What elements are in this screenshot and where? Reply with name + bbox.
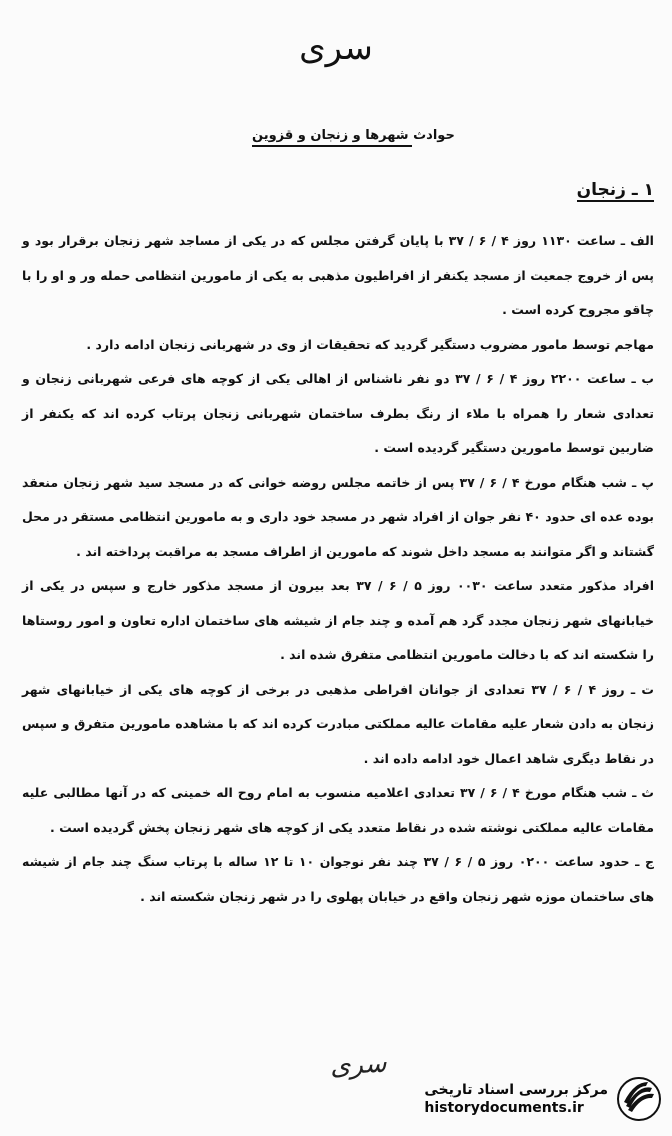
watermark[interactable] xyxy=(424,1076,662,1122)
section-heading-text: ۱ ـ زنجان xyxy=(576,180,654,200)
document-title: حوادث شهرها و زنجان و قزوین xyxy=(252,128,412,147)
paragraph-te: ت ـ روز ۴ / ۶ / ۳۷ تعدادی از جوانان افراطی مذهبی در برخی از کوچه های یکی از خیابانهای شهر زنجان به دادن شعار علیه مقامات عالیه مملکتی مبادرت کرده اند که با مشاهده مامورین متفرق و سپس در نقاط دیگری شاهد اعمال خود ادامه داده اند . xyxy=(22,681,654,766)
classification-stamp: سری xyxy=(299,28,373,68)
paragraph-alef-cont: مهاجم توسط مامور مضروب دستگیر گردید که تحقیقات از وی در شهربانی زنجان ادامه دارد . xyxy=(86,336,654,352)
watermark-name: مرکز بررسی اسناد تاریخی xyxy=(424,1082,608,1098)
watermark-url[interactable]: historydocuments.ir xyxy=(424,1100,584,1116)
watermark-text xyxy=(424,1081,608,1117)
handwritten-signature: سری xyxy=(329,1048,388,1082)
document-body xyxy=(22,224,654,914)
book-pages-icon xyxy=(616,1076,662,1122)
paragraph-alef: الف ـ ساعت ۱۱۳۰ روز ۴ / ۶ / ۳۷ با پایان گرفتن مجلس که در یکی از مساجد شهر زنجان برقرار بود و پس از خروج جمعیت از مسجد یکنفر از افراطیون مذهبی به یکی از مامورین انتظامی حمله ور و او را با چاقو مجروح کرده است . xyxy=(22,233,654,317)
paragraph-pe-cont: افراد مذکور متعدد ساعت ۰۰۳۰ روز ۵ / ۶ / ۳۷ بعد بیرون از مسجد مذکور خارج و سپس در یکی از خیابانهای شهر زنجان مجدد گرد هم آمده و چند جام از شیشه های ساختمان اداره تعاون و امور روستاها را شکسته اند که با دخالت مامورین انتظامی متفرق شده اند . xyxy=(22,578,654,662)
paragraph-pe: پ ـ شب هنگام مورخ ۴ / ۶ / ۳۷ پس از خاتمه مجلس روضه خوانی که در مسجد سید شهر زنجان منعقد بوده عده ای حدود ۴۰ نفر جوان از افراد شهر در مسجد خود داری و به مامورین انتظامی مستقر در محل گشتاند و اگر متوانند به مسجد داخل شوند که مامورین از اطراف مسجد به مراقبت پرداخته اند . xyxy=(22,474,654,559)
paragraph-jim: ج ـ حدود ساعت ۰۲۰۰ روز ۵ / ۶ / ۳۷ چند نفر نوجوان ۱۰ تا ۱۲ ساله با پرتاب سنگ چند جام از شیشه های ساختمان موزه شهر زنجان واقع در خیابان پهلوی را در شهر زنجان شکسته اند . xyxy=(22,854,654,904)
section-heading xyxy=(577,180,654,202)
paragraph-se: ث ـ شب هنگام مورخ ۴ / ۶ / ۳۷ تعدادی اعلامیه منسوب به امام روح اله خمینی که در آنها مطالبی علیه مقامات عالیه مملکتی نوشته شده در نقاط متعدد یکی از کوچه های شهر زنجان پخش گردیده است . xyxy=(22,785,654,835)
paragraph-be: ب ـ ساعت ۲۲۰۰ روز ۴ / ۶ / ۳۷ دو نفر ناشناس از اهالی یکی از کوچه های فرعی شهربانی زنجان و تعدادی شعار را همراه با ملاء از رنگ بطرف ساختمان شهربانی زنجان پرتاب کرده اند که یکنفر از ضاربین توسط مامورین دستگیر گردیده است . xyxy=(22,371,654,455)
